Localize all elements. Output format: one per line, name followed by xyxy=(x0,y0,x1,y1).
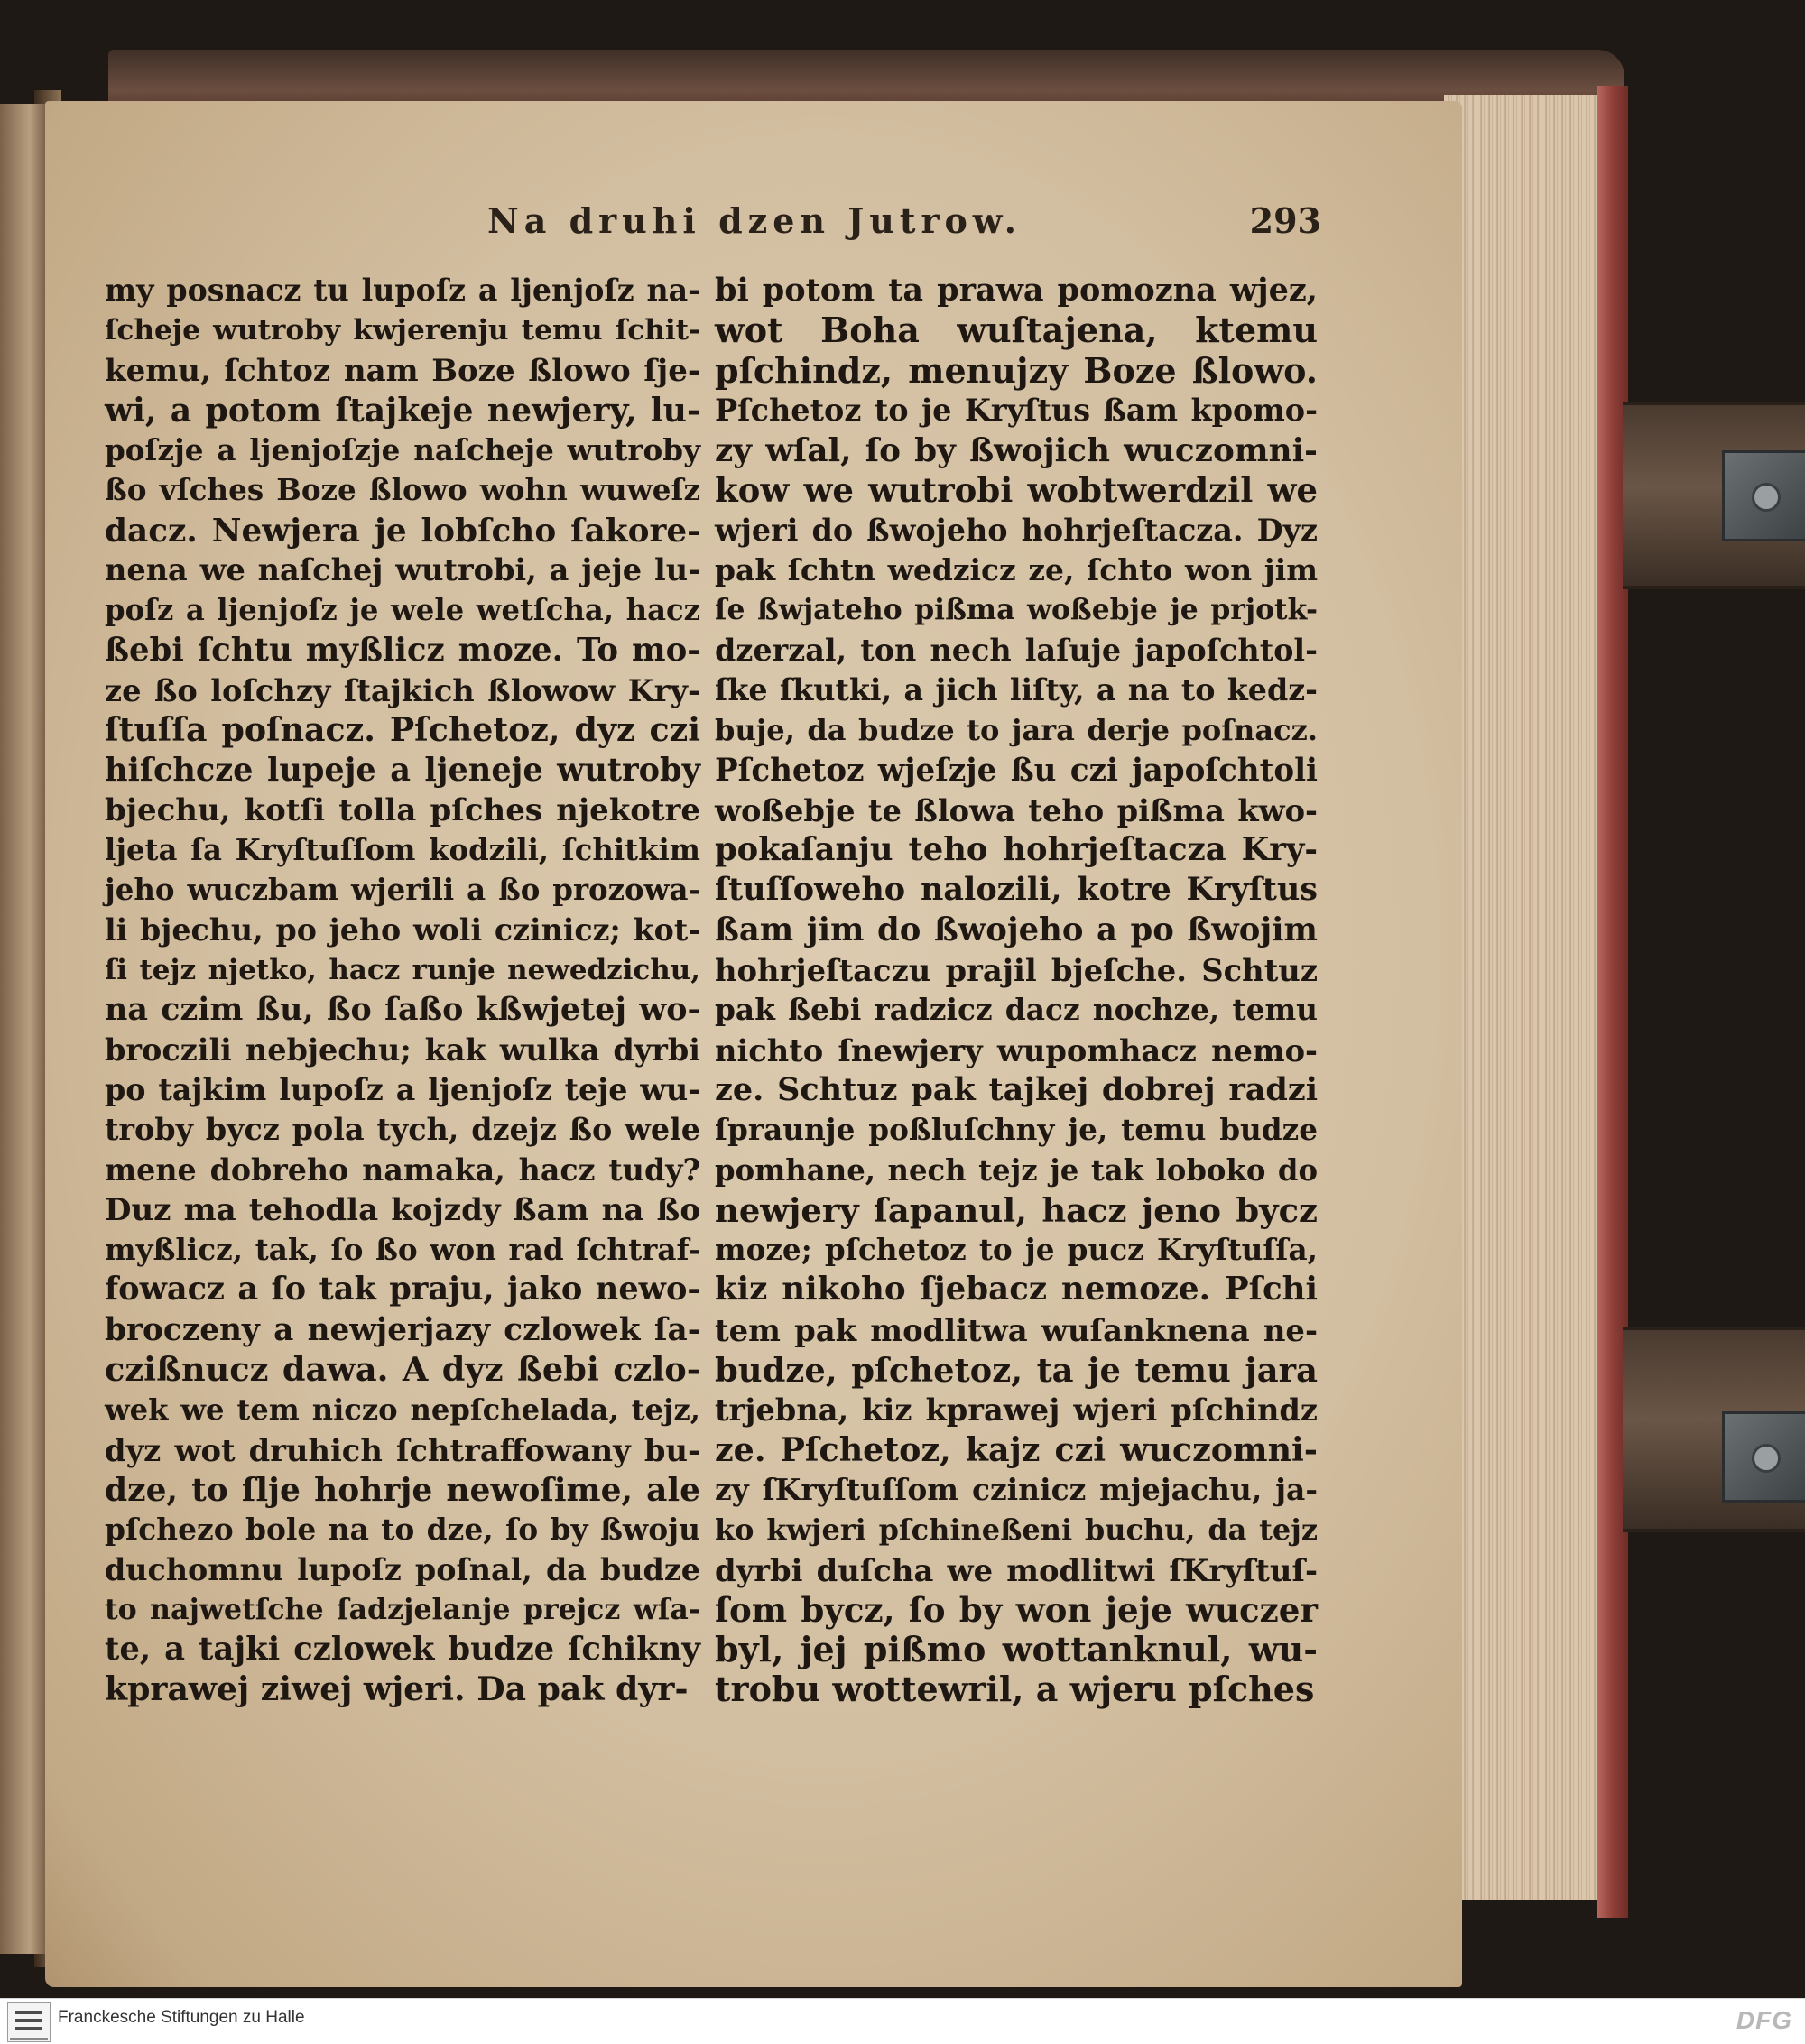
text-line: trobu wottewril, a wjeru pſches xyxy=(715,1669,1315,1710)
text-line: pokaſanju teho hohrjeſtacza Kry- xyxy=(715,831,1318,869)
text-line: zy wſal, ſo by ßwojich wuczomni- xyxy=(715,431,1318,470)
text-line: troby bycz pola tych, dzejz ßo wele xyxy=(105,1112,700,1148)
text-line: hohrjeſtaczu prajil bjeſche. Schtuz xyxy=(715,952,1318,989)
text-line: broczili nebjechu; kak wulka dyrbi xyxy=(105,1031,700,1068)
text-line: tem pak modlitwa wuſanknena ne- xyxy=(715,1311,1318,1348)
text-line: fowacz a ſo tak praju, jako newo- xyxy=(105,1271,700,1309)
text-line: ſcheje wutroby kwjerenju temu ſchit- xyxy=(105,314,700,347)
text-line: kow we wutrobi wobtwerdzil we xyxy=(715,470,1318,511)
text-line: ſom bycz, ſo by won jeje wuczer xyxy=(715,1589,1318,1630)
red-page-edge xyxy=(1597,86,1628,1918)
text-line: Pſchetoz to je Kryſtus ßam kpomo- xyxy=(715,392,1318,428)
running-title: Na druhi dzen Jutrow. xyxy=(487,200,1022,241)
text-line: trjebna, kiz kprawej wjeri pſchindz xyxy=(715,1392,1318,1429)
text-column-right xyxy=(715,271,1318,1710)
text-line: ze. Schtuz pak tajkej dobrej radzi xyxy=(715,1070,1318,1108)
text-line: buje, da budze to jara derje poſnacz. xyxy=(715,713,1318,748)
text-line: ljeta ſa Kryſtuſſom kodzili, ſchitkim xyxy=(105,833,700,868)
viewer-footer xyxy=(0,1998,1805,2044)
text-line: ſpraunje poßluſchny je, temu budze xyxy=(715,1112,1318,1148)
text-line: duchomnu lupoſz poſnal, da budze xyxy=(105,1551,700,1587)
text-line: ſtuſſa poſnacz. Pſchetoz, dyz czi xyxy=(105,710,700,750)
text-line: pak ßebi radzicz dacz nochze, temu xyxy=(715,992,1318,1028)
text-line: broczeny a newjerjazy czlowek ſa- xyxy=(105,1311,700,1348)
text-line: pak ſchtn wedzicz ze, ſchto won jim xyxy=(715,552,1318,588)
clasp-rivet-icon xyxy=(1752,1444,1781,1473)
text-line: wot Boha wuſtajena, ktemu xyxy=(715,310,1318,351)
text-line: ze ßo loſchzy ſtajkich ßlowow Kry- xyxy=(105,671,700,708)
text-line: dyrbi duſcha we modlitwi ſKryſtuſ- xyxy=(715,1551,1318,1588)
text-line: wek we tem niczo nepſchelada, tejz, xyxy=(105,1392,700,1428)
text-line: ßam jim do ßwojeho a po ßwojim xyxy=(715,911,1318,948)
text-line: nichto ſnewjery wupomhacz nemo- xyxy=(715,1031,1318,1068)
text-column-left xyxy=(105,271,700,1710)
text-line: zy ſKryſtuſſom czinicz mjejachu, ja- xyxy=(715,1471,1318,1507)
text-line: bi potom ta prawa pomozna wjez, xyxy=(715,272,1318,309)
text-line: wi, a potom ſtajkeje newjery, lu- xyxy=(105,390,700,430)
text-line: pſchezo bole na to dze, ſo by ßwoju xyxy=(105,1512,700,1548)
text-line: bjechu, kotſi tolla pſches njekotre xyxy=(105,791,700,828)
text-line: li bjechu, po jeho woli czinicz; kot- xyxy=(105,911,700,948)
text-line: ſe ßwjateho pißma woßebje je prjotk- xyxy=(715,594,1318,627)
text-line: dze, to ſlje hohrje newoſime, ale xyxy=(105,1470,700,1509)
text-line: pomhane, nech tejz je tak loboko do xyxy=(715,1152,1318,1188)
clasp-metal-plate xyxy=(1722,1411,1805,1503)
leather-clasp-bottom xyxy=(1623,1327,1805,1532)
institution-name: Franckesche Stiftungen zu Halle xyxy=(58,2008,305,2027)
text-line: Pſchetoz wjeſzje ßu czi japoſchtoli xyxy=(715,752,1318,789)
dfg-logo: DFG xyxy=(1736,2006,1792,2034)
text-line: byl, jej pißmo wottanknul, wu- xyxy=(715,1629,1318,1670)
text-line: na czim ßu, ßo ſaßo kßwjetej wo- xyxy=(105,991,700,1029)
text-line: dyz wot druhich ſchtraffowany bu- xyxy=(105,1431,700,1468)
text-line: dzerzal, ton nech laſuje japoſchtol- xyxy=(715,632,1318,668)
text-line: wjeri do ßwojeho hohrjeſtacza. Dyz xyxy=(715,512,1318,548)
text-line: my posnacz tu lupoſz a ljenjoſz na- xyxy=(105,273,700,308)
text-line: dacz. Newjera je lobſcho ſakore- xyxy=(105,511,700,550)
text-line: mene dobreho namaka, hacz tudy? xyxy=(105,1151,700,1188)
text-line: ſke ſkutki, a jich liſty, a na to kedz- xyxy=(715,671,1318,708)
text-line: myßlicz, tak, ſo ßo won rad ſchtraf- xyxy=(105,1232,700,1268)
text-line: ze. Pſchetoz, kajz czi wuczomni- xyxy=(715,1429,1318,1469)
text-line: newjery ſapanul, hacz jeno bycz xyxy=(715,1189,1318,1230)
text-line: ßo vſches Boze ßlowo wohn wuweſz xyxy=(105,472,700,508)
institution-logo-icon xyxy=(7,2002,51,2042)
clasp-metal-plate xyxy=(1722,450,1805,541)
text-line: poſzje a ljenjoſzje naſcheje wutroby xyxy=(105,432,700,468)
text-line: ſi tejz njetko, hacz runje newedzichu, xyxy=(105,954,700,987)
text-line: ſtuſſoweho nalozili, kotre Kryſtus xyxy=(715,871,1318,909)
facing-page-edge xyxy=(0,104,50,1954)
text-line: jeho wuczbam wjerili a ßo prozowa- xyxy=(105,873,700,908)
text-line: kprawej ziwej wjeri. Da pak dyr- xyxy=(105,1669,689,1709)
book-cover-top-edge xyxy=(108,50,1624,108)
text-line: to najwetſche ſadzjelanje prejcz wſa- xyxy=(105,1592,700,1626)
text-line: moze; pſchetoz to je pucz Kryſtuſſa, xyxy=(715,1232,1318,1268)
text-line: czißnucz dawa. A dyz ßebi czlo- xyxy=(105,1350,700,1390)
text-line: ßebi ſchtu myßlicz moze. To mo- xyxy=(105,631,700,669)
text-line: poſz a ljenjoſz je wele wetſcha, hacz xyxy=(105,593,700,628)
text-line: kiz nikoho ſjebacz nemoze. Pſchi xyxy=(715,1271,1318,1309)
text-line: pſchindz, menujzy Boze ßlowo. xyxy=(715,349,1318,391)
text-line: hiſchcze lupeje a ljeneje wutroby xyxy=(105,751,700,789)
text-line: ko kwjeri pſchineßeni buchu, da tejz xyxy=(715,1512,1318,1548)
text-line: nena we naſchej wutrobi, a jeje lu- xyxy=(105,552,700,588)
page-number: 293 xyxy=(1249,200,1321,241)
text-line: woßebje te ßlowa teho pißma kwo- xyxy=(715,791,1318,828)
text-line: Duz ma tehodla kojzdy ßam na ßo xyxy=(105,1191,700,1228)
text-line: po tajkim lupoſz a ljenjoſz teje wu- xyxy=(105,1071,700,1107)
leather-clasp-top xyxy=(1623,402,1805,589)
text-line: kemu, ſchtoz nam Boze ßlowo ſje- xyxy=(105,352,700,389)
clasp-rivet-icon xyxy=(1752,483,1781,512)
text-line: budze, pſchetoz, ta je temu jara xyxy=(715,1350,1318,1391)
text-line: te, a tajki czlowek budze ſchikny xyxy=(105,1631,700,1669)
